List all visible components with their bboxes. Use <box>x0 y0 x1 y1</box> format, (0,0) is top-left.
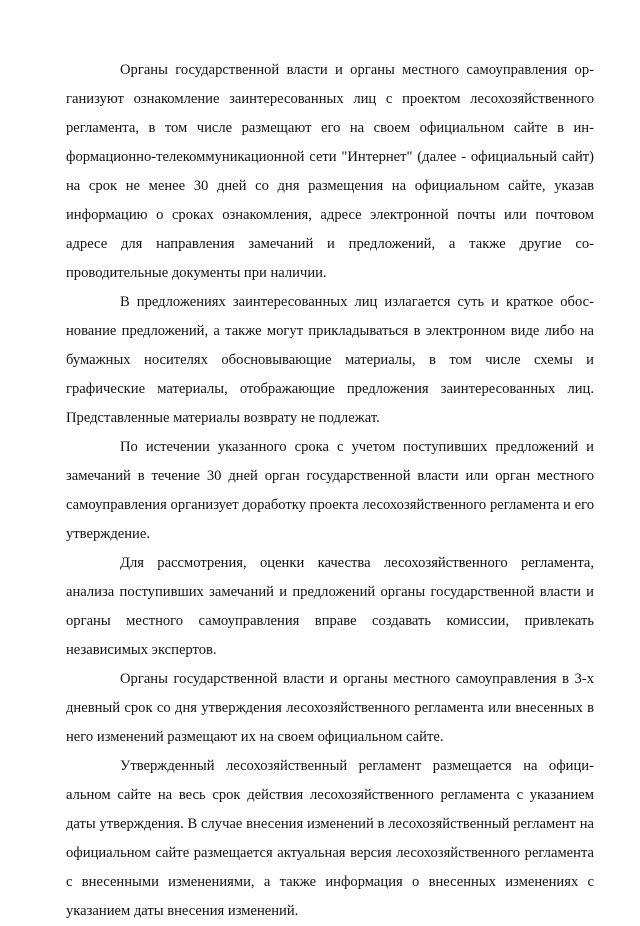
document-body <box>66 56 594 926</box>
paragraph-posting-deadline: Органы государственной власти и органы местного самоуправления в 3-х дневный срок со дня утверждения лесохозяйственного регламента или внесенных в него изменений размещают их на своем официальном сайте. <box>66 671 594 745</box>
paragraph-publication: Органы государственной власти и органы местного самоуправления организуют ознакомление заинтересованных лиц с проектом лесохозяйственного регламента, в том числе размещают его на своем официальном сайте в информационно-телекоммуникационной сети "Интернет" (далее - официальный сайт) на срок не менее 30 дней со дня размещения на официальном сайте, указав информацию о сроках ознакомления, адресе электронной почты или почтовом адресе для направления замечаний и предложений, а также другие сопроводительные документы при наличии. <box>66 62 594 281</box>
paragraph-revision: По истечении указанного срока с учетом поступивших предложений и замечаний в течение 30 дней орган государственной власти или орган местного самоуправления организует доработку проекта лесохозяйственного регламента и его утверждение. <box>66 439 594 542</box>
paragraph-commissions: Для рассмотрения, оценки качества лесохозяйственного регламента, анализа поступивших замечаний и предложений органы государственной власти и органы местного самоуправления вправе создавать комиссии, привлекать независимых экспертов. <box>66 555 594 658</box>
paragraph-proposals: В предложениях заинтересованных лиц излагается суть и краткое обоснование предложений, а также могут прикладываться в электронном виде либо на бумажных носителях обосновывающие материалы, в том числе схемы и графические материалы, отображающие предложения заинтересованных лиц. Представленные материалы возврату не подлежат. <box>66 294 594 426</box>
paragraph-approved-regulation: Утвержденный лесохозяйственный регламент размещается на официальном сайте на весь срок действия лесохозяйственного регламента с указанием даты утверждения. В случае внесения изменений в лесохозяйственный регламент на официальном сайте размещается актуальная версия лесохозяйственного регламента с внесенными изменениями, а также информация о внесенных изменениях с указанием даты внесения изменений. <box>66 758 594 919</box>
